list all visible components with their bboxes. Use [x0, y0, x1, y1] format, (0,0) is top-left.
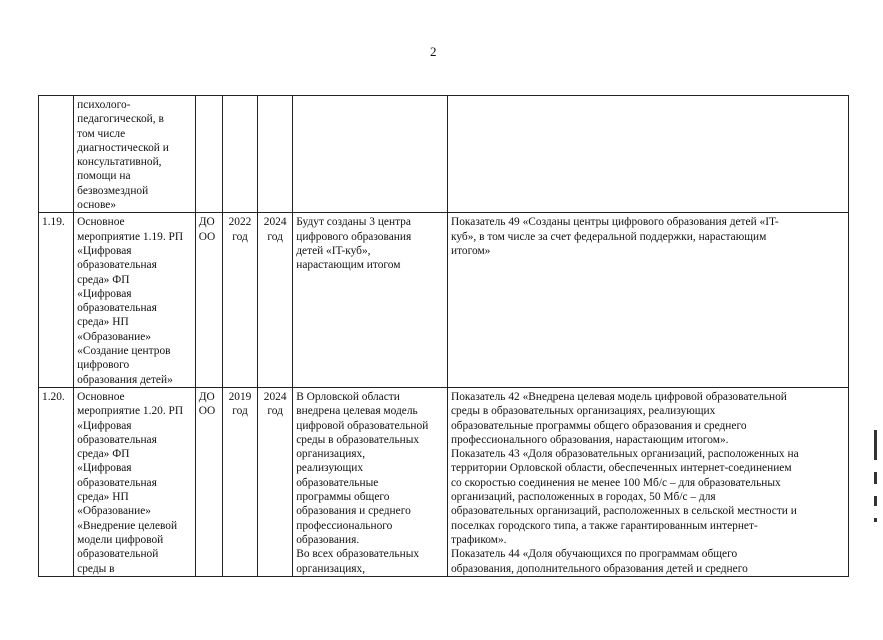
- text-line: психолого-: [77, 99, 131, 111]
- text-line: образования детей»: [77, 373, 173, 386]
- text-line: Основное: [77, 390, 125, 403]
- text-line: модели цифровой: [77, 533, 164, 546]
- page-number: 2: [430, 44, 437, 59]
- cell-measure-name: [74, 387, 196, 576]
- text-line: образовательные: [296, 476, 379, 489]
- cell-start-year: [222, 387, 257, 576]
- text-line: среды в: [77, 562, 115, 575]
- text-line: помощи на: [77, 170, 131, 183]
- text-line: цифрового образования: [296, 230, 412, 243]
- text-line: педагогической, в: [77, 113, 164, 126]
- text-line: год: [232, 405, 248, 418]
- text-line: Основное: [77, 216, 125, 229]
- text-line: «Цифровая: [77, 244, 132, 257]
- text-line: образовательные программы общего образования и среднего: [450, 419, 747, 432]
- text-line: образовательная: [77, 302, 157, 315]
- table-row: [39, 213, 849, 388]
- text-line: образовательная: [77, 476, 157, 489]
- text-line: образовательная: [77, 433, 157, 446]
- text-line: «Цифровая: [77, 287, 132, 300]
- text-line: территории Орловской области, обеспеченных интернет-соединением: [450, 462, 792, 475]
- text-line: «Образование»: [77, 330, 151, 343]
- text-line: среды в образовательных: [296, 433, 420, 446]
- text-line: нарастающим итогом: [296, 259, 401, 272]
- scan-mark: [874, 496, 877, 506]
- table-row: [39, 387, 849, 576]
- text-line: детей «IT-куб»,: [296, 244, 371, 257]
- text-line: «Цифровая: [77, 419, 132, 432]
- text-line: 2019: [228, 390, 252, 403]
- text-line: программы общего: [296, 491, 390, 504]
- text-line: ДО: [198, 390, 215, 403]
- text-line: «Образование»: [77, 505, 151, 518]
- text-line: консультативной,: [77, 156, 162, 169]
- cell-number: 1.20.: [39, 387, 74, 576]
- text-line: мероприятие 1.20. РП: [77, 405, 184, 418]
- text-line: профессионального: [296, 519, 393, 532]
- text-line: среда» ФП: [77, 273, 130, 286]
- text-line: образования и среднего: [296, 505, 411, 518]
- text-line: том числе: [77, 127, 126, 140]
- text-line: трафиком».: [450, 533, 507, 546]
- text-line: среды в образовательных организациях, реализующих: [450, 405, 716, 418]
- measures-table: [38, 95, 849, 577]
- cell-responsible: [195, 96, 222, 213]
- table-body: [39, 96, 849, 577]
- text-line: год: [232, 230, 248, 243]
- table-row: [39, 96, 849, 213]
- text-line: образовательная: [77, 259, 157, 272]
- text-line: профессионального образования, нарастающим итогом».: [450, 433, 729, 446]
- cell-expected-result: [293, 213, 448, 388]
- text-line: 2024: [263, 390, 287, 403]
- text-line: среда» НП: [77, 491, 129, 504]
- cell-expected-result: [293, 96, 448, 213]
- cell-responsible: [195, 387, 222, 576]
- text-line: 2024: [263, 216, 287, 229]
- text-line: куб», в том числе за счет федеральной поддержки, нарастающим: [450, 230, 767, 243]
- text-line: поселках городского типа, а также гарантированным интернет-: [450, 519, 758, 532]
- text-line: организаций, расположенных в городах, 50 Мб/с – для: [450, 491, 716, 504]
- text-line: Показатель 44 «Доля обучающихся по программам общего: [450, 548, 738, 561]
- text-line: безвозмездной: [77, 184, 149, 197]
- text-line: организациях,: [296, 448, 366, 461]
- text-line: Во всех образовательных: [296, 548, 420, 561]
- text-line: внедрена целевая модель: [296, 405, 418, 418]
- cell-responsible: [195, 213, 222, 388]
- text-line: диагностической и: [77, 141, 169, 154]
- text-line: итогом»: [450, 244, 491, 257]
- text-line: Будут созданы 3 центра: [296, 216, 411, 229]
- cell-indicators: [447, 213, 848, 388]
- text-line: мероприятие 1.19. РП: [77, 230, 184, 243]
- scan-mark: [874, 518, 877, 522]
- text-line: цифровой образовательной: [296, 419, 429, 432]
- scan-mark: [874, 472, 877, 484]
- cell-end-year: [258, 96, 293, 213]
- text-line: год: [267, 230, 283, 243]
- text-line: 2022: [228, 216, 252, 229]
- cell-end-year: [258, 213, 293, 388]
- text-line: «Внедрение целевой: [77, 519, 178, 532]
- text-line: основе»: [77, 199, 117, 212]
- text-line: год: [267, 405, 283, 418]
- text-line: среда» НП: [77, 316, 129, 329]
- cell-measure-name: [74, 96, 196, 213]
- cell-indicators: [447, 96, 848, 213]
- text-line: образовательных организаций, расположенных в сельской местности и: [450, 505, 797, 518]
- text-line: Показатель 42 «Внедрена целевая модель цифровой образовательной: [450, 390, 787, 403]
- text-line: образовательной: [77, 548, 159, 561]
- text-line: образования, дополнительного образования детей и среднего: [450, 562, 748, 575]
- text-line: В Орловской области: [296, 390, 400, 403]
- text-line: «Создание центров: [77, 345, 171, 358]
- cell-number: [39, 96, 74, 213]
- text-line: ОО: [198, 405, 216, 418]
- cell-end-year: [258, 387, 293, 576]
- cell-indicators: [447, 387, 848, 576]
- text-line: образования.: [296, 533, 360, 546]
- text-line: «Цифровая: [77, 462, 132, 475]
- text-line: реализующих: [296, 462, 364, 475]
- cell-expected-result: [293, 387, 448, 576]
- text-line: организациях,: [296, 562, 366, 575]
- scan-mark: [874, 430, 877, 460]
- text-line: Показатель 49 «Созданы центры цифрового образования детей «IT-: [450, 216, 779, 229]
- cell-start-year: [222, 96, 257, 213]
- text-line: ДО: [198, 216, 215, 229]
- text-line: Показатель 43 «Доля образовательных организаций, расположенных на: [450, 448, 799, 461]
- cell-measure-name: [74, 213, 196, 388]
- text-line: цифрового: [77, 359, 130, 372]
- text-line: ОО: [198, 230, 216, 243]
- text-line: со скоростью соединения не менее 100 Мб/с – для образовательных: [450, 476, 781, 489]
- cell-number: 1.19.: [39, 213, 74, 388]
- cell-start-year: [222, 213, 257, 388]
- text-line: среда» ФП: [77, 448, 130, 461]
